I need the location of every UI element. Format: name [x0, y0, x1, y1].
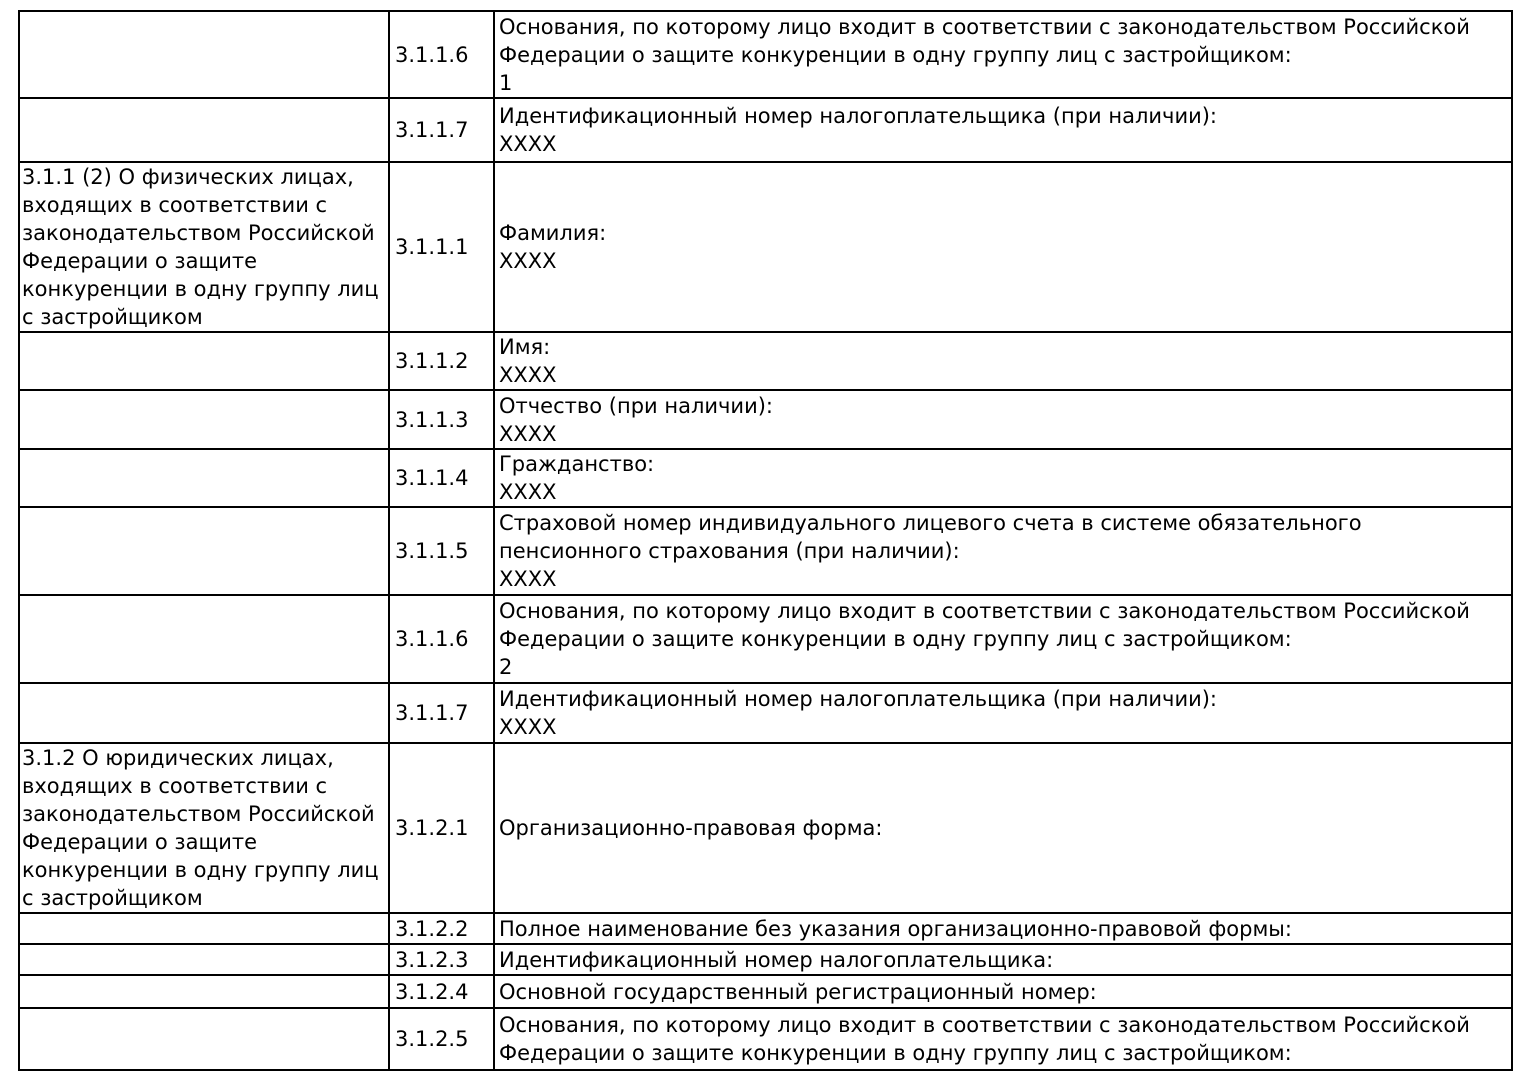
field-value: 1 [499, 70, 513, 95]
field-label: Отчество (при наличии): [499, 393, 773, 418]
section-cell [19, 595, 389, 683]
section-text: 3.1.2 О юридических лицах, входящих в соответствии с законодательством Российской Федерации о защите конкуренции в одну группу лиц с застройщиком [22, 746, 379, 910]
field-label: Идентификационный номер налогоплательщика: [499, 947, 1054, 972]
field-cell [494, 162, 1512, 332]
field-label: Основания, по которому лицо входит в соответствии с законодательством Российской Федерации о защите конкуренции в одну группу лиц с застройщиком: [499, 1013, 1470, 1065]
section-cell [19, 162, 389, 332]
table-row [19, 98, 1512, 162]
field-label: Основания, по которому лицо входит в соответствии с законодательством Российской Федерации о защите конкуренции в одну группу лиц с застройщиком: [499, 599, 1470, 651]
declaration-table [18, 10, 1513, 1071]
field-cell [494, 449, 1512, 507]
table-row [19, 743, 1512, 913]
section-cell [19, 683, 389, 743]
table-row [19, 390, 1512, 449]
field-label: Имя: [499, 335, 551, 359]
item-number-cell: 3.1.2.4 [389, 975, 494, 1008]
item-number-cell: 3.1.1.2 [389, 332, 494, 390]
field-value: ХХХХ [499, 421, 557, 446]
section-cell [19, 743, 389, 913]
item-number-cell: 3.1.1.7 [389, 98, 494, 162]
section-cell [19, 1008, 389, 1070]
section-cell [19, 332, 389, 390]
field-label: Полное наименование без указания организационно-правовой формы: [499, 916, 1292, 941]
field-label: Основания, по которому лицо входит в соответствии с законодательством Российской Федерации о защите конкуренции в одну группу лиц с застройщиком: [499, 14, 1470, 67]
field-label: Организационно-правовая форма: [499, 816, 883, 840]
field-value: 2 [499, 655, 513, 679]
item-number-cell: 3.1.1.4 [389, 449, 494, 507]
table-row [19, 162, 1512, 332]
field-cell [494, 743, 1512, 913]
item-number-cell: 3.1.1.6 [389, 595, 494, 683]
table-row [19, 449, 1512, 507]
field-label: Идентификационный номер налогоплательщика (при наличии): [499, 104, 1218, 128]
field-value: ХХХХ [499, 363, 557, 387]
table-row [19, 507, 1512, 595]
table-row [19, 595, 1512, 683]
field-cell [494, 1008, 1512, 1070]
table-row [19, 683, 1512, 743]
item-number-cell: 3.1.1.6 [389, 11, 494, 98]
table-row [19, 332, 1512, 390]
section-cell [19, 507, 389, 595]
item-number-cell: 3.1.2.5 [389, 1008, 494, 1070]
field-cell [494, 913, 1512, 944]
section-cell [19, 913, 389, 944]
field-cell [494, 11, 1512, 98]
field-value: ХХХХ [499, 132, 557, 156]
item-number-cell: 3.1.2.1 [389, 743, 494, 913]
item-number-cell: 3.1.2.3 [389, 944, 494, 975]
section-cell [19, 11, 389, 98]
section-cell [19, 449, 389, 507]
item-number-cell: 3.1.1.7 [389, 683, 494, 743]
section-text: 3.1.1 (2) О физических лицах, входящих в соответствии с законодательством Российской Федерации о защите конкуренции в одну группу лиц с застройщиком [22, 165, 379, 329]
item-number-cell: 3.1.1.3 [389, 390, 494, 449]
field-cell [494, 390, 1512, 449]
field-value: ХХХХ [499, 249, 557, 273]
field-cell [494, 683, 1512, 743]
field-cell [494, 98, 1512, 162]
declaration-table-body [19, 11, 1512, 1070]
table-row [19, 913, 1512, 944]
field-cell [494, 944, 1512, 975]
table-row [19, 944, 1512, 975]
table-row [19, 975, 1512, 1008]
field-cell [494, 332, 1512, 390]
item-number-cell: 3.1.1.5 [389, 507, 494, 595]
item-number-cell: 3.1.2.2 [389, 913, 494, 944]
section-cell [19, 975, 389, 1008]
field-label: Гражданство: [499, 452, 655, 476]
field-label: Основной государственный регистрационный номер: [499, 979, 1097, 1004]
field-label: Идентификационный номер налогоплательщика (при наличии): [499, 687, 1218, 711]
field-value: ХХХХ [499, 480, 557, 504]
item-number-cell: 3.1.1.1 [389, 162, 494, 332]
field-cell [494, 595, 1512, 683]
section-cell [19, 390, 389, 449]
table-row [19, 11, 1512, 98]
field-label: Страховой номер индивидуального лицевого счета в системе обязательного пенсионного страхования (при наличии): [499, 511, 1362, 563]
field-value: ХХХХ [499, 567, 557, 591]
table-row [19, 1008, 1512, 1070]
section-cell [19, 944, 389, 975]
field-cell [494, 507, 1512, 595]
field-label: Фамилия: [499, 221, 607, 245]
section-cell [19, 98, 389, 162]
field-value: ХХХХ [499, 715, 557, 739]
field-cell [494, 975, 1512, 1008]
